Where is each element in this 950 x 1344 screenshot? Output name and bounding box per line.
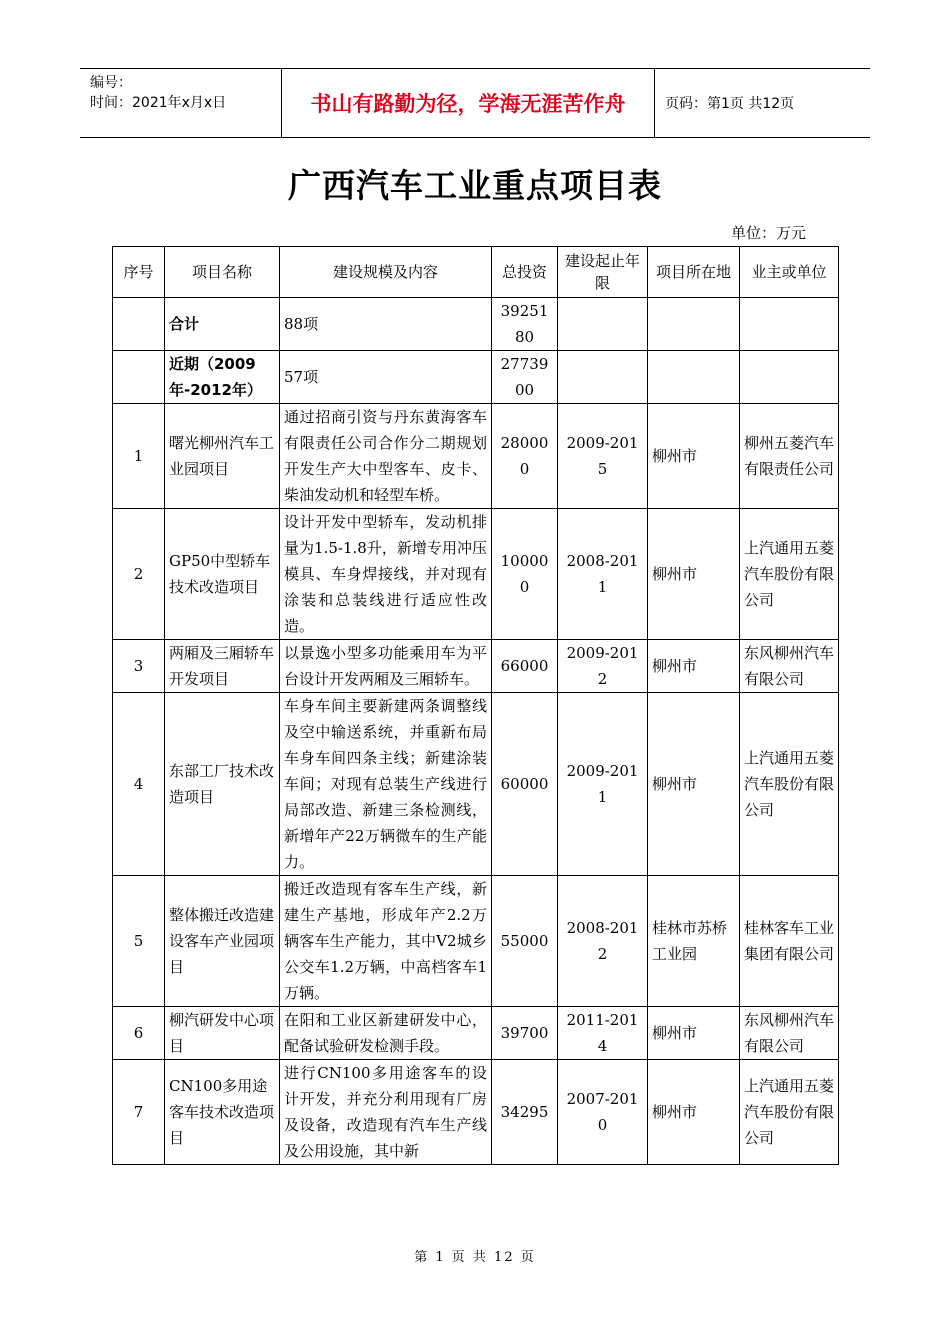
table-row [113, 404, 839, 509]
row-seq: 1 [113, 404, 165, 509]
summary-investment: 3925180 [492, 298, 558, 351]
header-period: 建设起止年限 [558, 247, 648, 298]
row-period: 2007-2010 [558, 1060, 648, 1165]
row-name: 两厢及三厢轿车开发项目 [165, 640, 280, 693]
row-name: 整体搬迁改造建设客车产业园项目 [165, 876, 280, 1007]
row-content: 设计开发中型轿车，发动机排量为1.5-1.8升，新增专用冲压模具、车身焊接线，并对现有涂装和总装线进行适应性改造。 [280, 509, 492, 640]
table-row [113, 693, 839, 876]
time-label: 时间：2021年x月x日 [90, 95, 227, 111]
table-row [113, 1007, 839, 1060]
row-investment: 66000 [492, 640, 558, 693]
document-header [80, 68, 870, 138]
summary-label: 合计 [165, 298, 280, 351]
row-content: 车身车间主要新建两条调整线及空中输送系统，并重新布局车身车间四条主线；新建涂装车间；对现有总装生产线进行局部改造、新建三条检测线，新增年产22万辆微车的生产能力。 [280, 693, 492, 876]
row-name: CN100多用途客车技术改造项目 [165, 1060, 280, 1165]
row-period: 2009-2011 [558, 693, 648, 876]
row-seq: 6 [113, 1007, 165, 1060]
summary-row-total [113, 298, 839, 351]
table-header-row [113, 247, 839, 298]
summary-row-near-term [113, 351, 839, 404]
row-name: 曙光柳州汽车工业园项目 [165, 404, 280, 509]
row-content: 进行CN100多用途客车的设计开发，并充分利用现有厂房及设备，改造现有汽车生产线及公用设施，其中新 [280, 1060, 492, 1165]
row-investment: 55000 [492, 876, 558, 1007]
summary-label: 近期（2009年-2012年） [165, 351, 280, 404]
row-investment: 39700 [492, 1007, 558, 1060]
row-seq: 2 [113, 509, 165, 640]
row-name: 柳汽研发中心项目 [165, 1007, 280, 1060]
row-location: 柳州市 [648, 1007, 740, 1060]
row-investment: 34295 [492, 1060, 558, 1165]
summary-content: 57项 [280, 351, 492, 404]
summary-content: 88项 [280, 298, 492, 351]
row-content: 以景逸小型多功能乘用车为平台设计开发两厢及三厢轿车。 [280, 640, 492, 693]
header-investment: 总投资 [492, 247, 558, 298]
row-owner: 桂林客车工业集团有限公司 [740, 876, 839, 1007]
header-name: 项目名称 [165, 247, 280, 298]
row-location: 柳州市 [648, 509, 740, 640]
row-investment: 280000 [492, 404, 558, 509]
header-owner: 业主或单位 [740, 247, 839, 298]
header-content: 建设规模及内容 [280, 247, 492, 298]
row-name: GP50中型轿车技术改造项目 [165, 509, 280, 640]
row-seq: 5 [113, 876, 165, 1007]
header-seq: 序号 [113, 247, 165, 298]
header-page-label: 页码：第1页 共12页 [665, 96, 795, 112]
row-seq: 4 [113, 693, 165, 876]
number-label: 编号： [90, 75, 132, 91]
row-seq: 3 [113, 640, 165, 693]
header-location: 项目所在地 [648, 247, 740, 298]
row-name: 东部工厂技术改造项目 [165, 693, 280, 876]
row-content: 搬迁改造现有客车生产线，新建生产基地，形成年产2.2万辆客车生产能力，其中V2城乡公交车1.2万辆，中高档客车1万辆。 [280, 876, 492, 1007]
row-owner: 东风柳州汽车有限公司 [740, 1007, 839, 1060]
row-investment: 60000 [492, 693, 558, 876]
row-location: 柳州市 [648, 404, 740, 509]
row-location: 柳州市 [648, 640, 740, 693]
page-footer: 第 1 页 共 12 页 [414, 1250, 536, 1265]
page-title: 广西汽车工业重点项目表 [288, 166, 662, 205]
row-owner: 上汽通用五菱汽车股份有限公司 [740, 693, 839, 876]
row-owner: 上汽通用五菱汽车股份有限公司 [740, 1060, 839, 1165]
summary-investment: 2773900 [492, 351, 558, 404]
row-period: 2009-2015 [558, 404, 648, 509]
row-period: 2008-2012 [558, 876, 648, 1007]
row-content: 通过招商引资与丹东黄海客车有限责任公司合作分二期规划开发生产大中型客车、皮卡、柴油发动机和轻型车桥。 [280, 404, 492, 509]
row-location: 柳州市 [648, 693, 740, 876]
row-period: 2009-2012 [558, 640, 648, 693]
row-location: 桂林市苏桥工业园 [648, 876, 740, 1007]
table-row [113, 640, 839, 693]
table-row [113, 876, 839, 1007]
row-content: 在阳和工业区新建研发中心，配备试验研发检测手段。 [280, 1007, 492, 1060]
row-location: 柳州市 [648, 1060, 740, 1165]
row-period: 2008-2011 [558, 509, 648, 640]
table-row [113, 509, 839, 640]
row-investment: 100000 [492, 509, 558, 640]
projects-table [112, 246, 839, 1165]
header-meta [80, 69, 282, 137]
unit-label: 单位：万元 [730, 224, 806, 242]
table-row [113, 1060, 839, 1165]
row-seq: 7 [113, 1060, 165, 1165]
header-motto: 书山有路勤为径，学海无涯苦作舟 [282, 69, 655, 137]
row-owner: 上汽通用五菱汽车股份有限公司 [740, 509, 839, 640]
row-period: 2011-2014 [558, 1007, 648, 1060]
row-owner: 柳州五菱汽车有限责任公司 [740, 404, 839, 509]
row-owner: 东风柳州汽车有限公司 [740, 640, 839, 693]
